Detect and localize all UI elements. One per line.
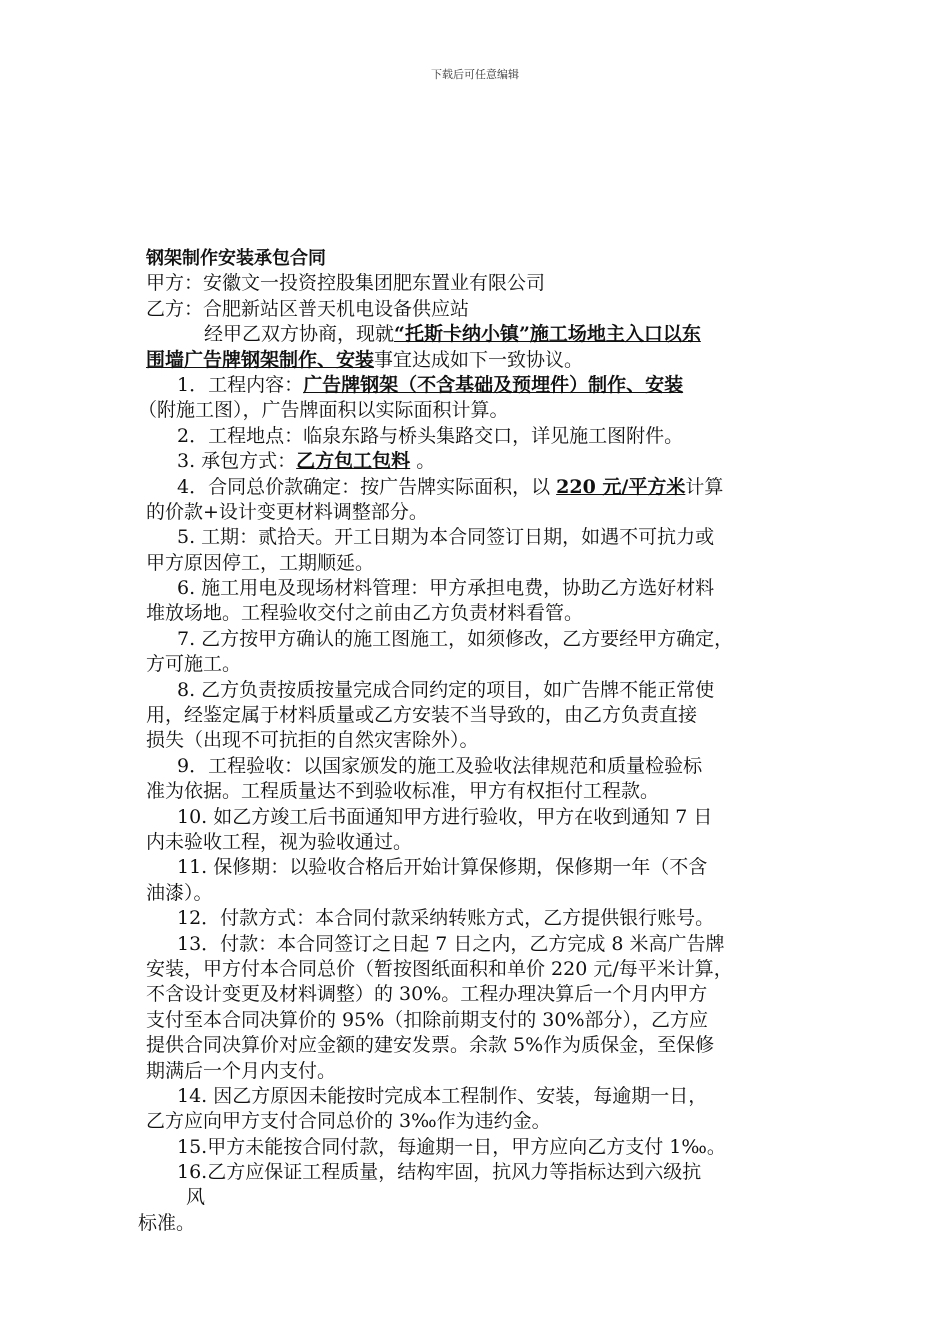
clause-8-cont: 用，经鉴定属于材料质量或乙方安装不当导致的，由乙方负责直接	[146, 704, 698, 727]
clause-11: 11. 保修期：以验收合格后开始计算保修期，保修期一年（不含	[177, 856, 708, 879]
clause-13-cont: 安装，甲方付本合同总价（暂按图纸面积和单价 220 元/每平米计算，	[146, 957, 733, 980]
clause-13-cont: 不含设计变更及材料调整）的 30%。工程办理决算后一个月内甲方	[146, 983, 708, 1006]
unit-price: 220 元/平方米	[556, 475, 686, 498]
clause-6: 6. 施工用电及现场材料管理：甲方承担电费，协助乙方选好材料	[177, 577, 715, 600]
clause-text: 3. 承包方式：	[177, 450, 297, 473]
clause-16-cont: 风	[186, 1186, 206, 1209]
clause-4-cont: 的价款+设计变更材料调整部分。	[146, 500, 428, 523]
clause-13-cont: 支付至本合同决算价的 95%（扣除前期支付的 30%部分），乙方应	[146, 1008, 709, 1031]
intro-text: 经甲乙双方协商，现就	[204, 323, 395, 346]
clause-5-cont: 甲方原因停工，工期顺延。	[146, 551, 375, 574]
clause-16: 16.乙方应保证工程质量，结构牢固，抗风力等指标达到六级抗	[177, 1161, 702, 1184]
clause-4	[146, 475, 816, 500]
clause-13: 13．付款：本合同签订之日起 7 日之内，乙方完成 8 米高广告牌	[177, 932, 725, 955]
clause-1-cont: （附施工图），广告牌面积以实际面积计算。	[138, 399, 509, 422]
project-scope: 围墙广告牌钢架制作、安装	[146, 348, 375, 371]
clause-text: 。	[410, 450, 436, 473]
clause-8-cont: 损失（出现不可抗拒的自然灾害除外）。	[146, 729, 479, 752]
party-a: 甲方：安徽文一投资控股集团肥东置业有限公司	[146, 272, 546, 295]
clause-8: 8. 乙方负责按质按量完成合同约定的项目，如广告牌不能正常使	[177, 678, 715, 701]
clause-7: 7. 乙方按甲方确认的施工图施工，如须修改，乙方要经甲方确定，	[177, 627, 734, 650]
contract-method: 乙方包工包料	[296, 450, 411, 473]
clause-13-cont: 期满后一个月内支付。	[146, 1059, 337, 1082]
intro-line-2	[146, 348, 816, 373]
clause-15: 15.甲方未能按合同付款，每逾期一日，甲方应向乙方支付 1‰。	[177, 1135, 726, 1158]
clause-text: 1．工程内容：	[177, 373, 304, 396]
clause-12: 12．付款方式：本合同付款采纳转账方式，乙方提供银行账号。	[177, 907, 715, 930]
project-name: “托斯卡纳小镇”施工场地主入口以东	[394, 323, 701, 346]
work-content: 广告牌钢架（不含基础及预埋件）制作、安装	[303, 373, 684, 396]
clause-10: 10. 如乙方竣工后书面通知甲方进行验收，甲方在收到通知 7 日	[177, 805, 713, 828]
clause-10-cont: 内未验收工程，视为验收通过。	[146, 830, 413, 853]
intro-line-1	[146, 322, 816, 347]
intro-text: 事宜达成如下一致协议。	[374, 348, 584, 371]
clause-2: 2．工程地点：临泉东路与桥头集路交口，详见施工图附件。	[177, 424, 684, 447]
clause-9: 9．工程验收：以国家颁发的施工及验收法律规范和质量检验标	[177, 754, 703, 777]
document-title: 钢架制作安装承包合同	[146, 248, 326, 269]
clause-16-end: 标准。	[138, 1211, 196, 1234]
party-b: 乙方：合肥新站区普天机电设备供应站	[146, 297, 470, 320]
clause-text: 计算	[685, 475, 724, 498]
clause-1	[146, 373, 816, 398]
clause-9-cont: 准为依据。工程质量达不到验收标准，甲方有权拒付工程款。	[146, 780, 660, 803]
clause-14-cont: 乙方应向甲方支付合同总价的 3‰作为违约金。	[146, 1110, 551, 1133]
clause-11-cont: 油漆）。	[146, 881, 213, 904]
clause-3	[146, 449, 816, 474]
header-note: 下载后可任意编辑	[431, 68, 519, 81]
clause-14: 14. 因乙方原因未能按时完成本工程制作、安装，每逾期一日，	[177, 1084, 708, 1107]
clause-7-cont: 方可施工。	[146, 653, 242, 676]
clause-5: 5. 工期：贰拾天。开工日期为本合同签订日期，如遇不可抗力或	[177, 526, 715, 549]
contract-document	[138, 246, 816, 1236]
clause-text: 4．合同总价款确定：按广告牌实际面积，以	[177, 475, 557, 498]
clause-13-cont: 提供合同决算价对应金额的建安发票。余款 5%作为质保金，至保修	[146, 1034, 715, 1057]
clause-6-cont: 堆放场地。工程验收交付之前由乙方负责材料看管。	[146, 602, 584, 625]
